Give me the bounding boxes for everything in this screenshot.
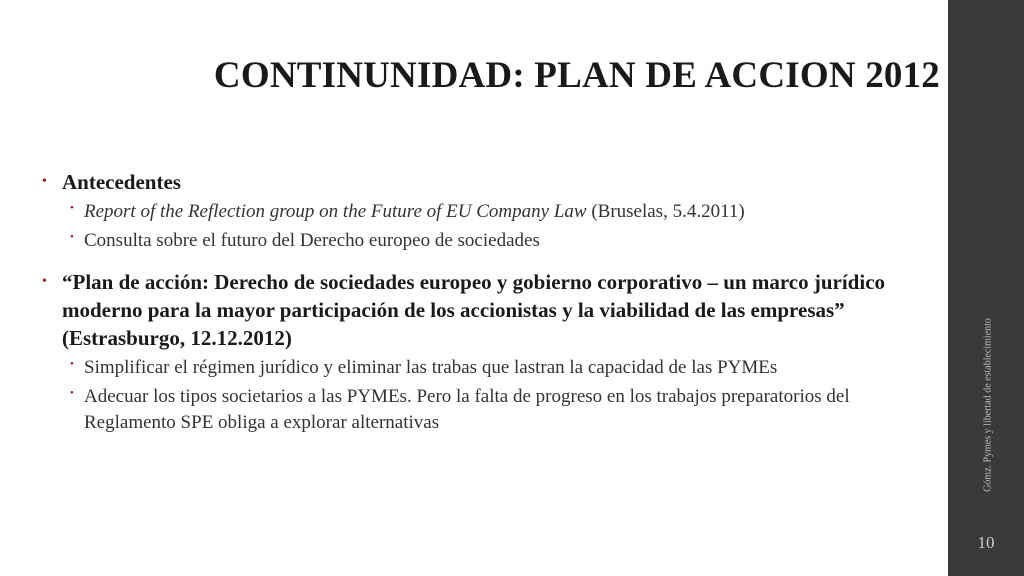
footer-vertical-text: Gómz. Pymes y libertad de establecimiento [982,318,994,492]
sub-bullet-adecuar [40,384,920,436]
sub-bullet-dot-icon: • [70,358,74,370]
report-date: (Bruselas, 5.4.2011) [586,201,745,222]
sub-bullet-text: Simplificar el régimen jurídico y eliminar las trabas que lastran la capacidad de las PYMEs [84,357,778,378]
sub-bullet-dot-icon: • [70,231,74,243]
bullet-text: “Plan de acción: Derecho de sociedades europeo y gobierno corporativo – un marco jurídico moderno para la mayor participación de los accionistas y la viabilidad de las empresas” (Estrasburgo, 12.12.2012) [62,270,886,350]
sub-bullet-dot-icon: • [70,387,74,399]
sub-bullet-dot-icon: • [70,202,74,214]
page-number: 10 [977,533,995,552]
slide-title: CONTINUNIDAD: PLAN DE ACCION 2012 [213,55,940,96]
bullet-plan-de-accion [40,268,920,352]
bullet-antecedentes [40,168,920,196]
report-title: Report of the Reflection group on the Future of EU Company Law [84,201,587,222]
bullet-dot-icon: • [42,174,47,189]
slide-content [40,168,920,436]
sub-bullet-simplificar [40,355,920,381]
bullet-text: Antecedentes [62,170,181,194]
sub-bullet-report [40,199,920,225]
sub-bullet-consulta [40,228,920,254]
sub-bullet-text: Consulta sobre el futuro del Derecho europeo de sociedades [84,230,540,251]
sub-bullet-text: Adecuar los tipos societarios a las PYMEs. Pero la falta de progreso en los trabajos preparatorios del Reglamento SPE obliga a explorar alternativas [84,386,850,433]
bullet-dot-icon: • [42,274,47,289]
